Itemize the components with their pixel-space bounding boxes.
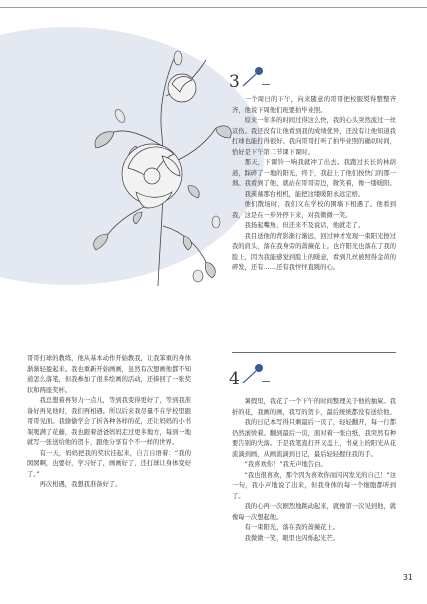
paragraph: 一个周日的下午，向来随意的哥哥把校服熨得整整齐齐，他说下周他们班要拍毕业照。 xyxy=(232,96,396,114)
paragraph: 有一束阳光，落在我的蔷薇花上。 xyxy=(244,524,340,531)
section-number-4: 4 xyxy=(229,369,240,389)
paragraph: 我目送他的背影渐行渐远，回过神才发现一束阳光擦过我的肩头，落在我身旁的蔷薇花上。也许阳光也落在了我的脸上，因为我能感觉到脸上的暖意，看到几丝被照得金黄的碎发，还有……还有我怦怦直跳的心。 xyxy=(232,232,396,271)
rose-illustration xyxy=(66,36,242,292)
paragraph: 我的心再一次剧烈地跳动起来，就像第一次见到他，就像每一次想起他。 xyxy=(232,503,396,521)
paragraph: 暑假里，我花了一个下午的时间整理关于他的抽屉。我折的花，我画的画，我写的贺卡，最后统统都没有送给他。 xyxy=(232,398,396,416)
paragraph: 原来一年多的时间过得这么快，我的心头突然流过一丝哀伤。我还没有让他看到我的成绩优异，还没有让他知道我打球也能打得很好。我向哥哥打听了拍毕业照的确切时间，恰好是下午第二节课下课时。 xyxy=(232,117,396,156)
section-number-3: 3 xyxy=(229,72,240,92)
left-column-body xyxy=(27,354,191,491)
section-3-body xyxy=(232,95,396,274)
paragraph: 我的日记本写得只剩最后一页了，轻轻翻开，每一行都仍然滚烫着。翻到最后一页，面对着一张白纸，我突然有种要告别的失落。于是我笔直打开又盖上，书桌上的阳光从花流滴到画，从画流滴到日记，最后轻轻握住我的手。 xyxy=(232,419,396,458)
section-divider xyxy=(232,352,396,353)
paragraph: 那天，下课铃一响我就冲了出去。我跑过长长的林荫道，踩碎了一地的阳光，终于，我赶上了他们按快门的那一刹。我看到了他，就站在哥哥旁边，微笑着，像一缕暖阳。 xyxy=(232,159,396,187)
paragraph: 有一天，妈妈把我的奖状挂起来，自言自语着：“我的囡囡啊，也要好，学习好了，画画好了，还打球让身体变好了。” xyxy=(27,449,191,478)
paragraph: 我微微一笑，眼里也闪烁起光芒。 xyxy=(244,534,340,542)
paragraph: “我喜欢你！”我无声地告白。 xyxy=(244,461,327,468)
paragraph: 他们散场时，我们又在学校的围墙下相遇了。他看到我，这是在一步外停下来，对我微微一笑。 xyxy=(232,201,396,219)
paragraph: 再次相遇，我想我准备好了。 xyxy=(39,481,122,488)
paragraph: 我羡慕那台相机，能把这缕暖阳永远定格。 xyxy=(244,190,365,198)
section-3-rule xyxy=(262,84,270,85)
section-4-rule xyxy=(262,381,270,382)
paragraph: 我总想着再努力一点儿，等到我变得更好了，等到我准备好再见他时，我们再相遇。所以后来我尽量不在学校里跟哥哥见面。我偷偷学会了折各种各样的花，还让妈妈的小书架爬满了花藤，我也跟着爸爸妈妈走过更多地方，每到一地就写一张送给他的贺卡，跟他分享有个不一样的世界。 xyxy=(27,397,191,446)
paragraph: “我也很喜欢，那个因为喜欢你而闪闪发光的自己！”这一句，我小声地说了出来，但我身体的每一个细胞都听到了。 xyxy=(232,471,396,500)
page-number: 31 xyxy=(402,573,413,582)
paragraph: 哥哥打球的教练，他从基本动作开始教我，让我笨重的身体渐渐轻盈起来。我也重新开始画画，虽然有次想画他都不知道怎么落笔，但我参加了很多绘画的活动，还捧回了一张奖状和两座奖杯。 xyxy=(27,355,191,394)
top-rule xyxy=(0,7,427,8)
section-4-body xyxy=(232,397,396,544)
paragraph: 我扬起嘴角，但还来不及说话，他就走了。 xyxy=(244,222,365,229)
